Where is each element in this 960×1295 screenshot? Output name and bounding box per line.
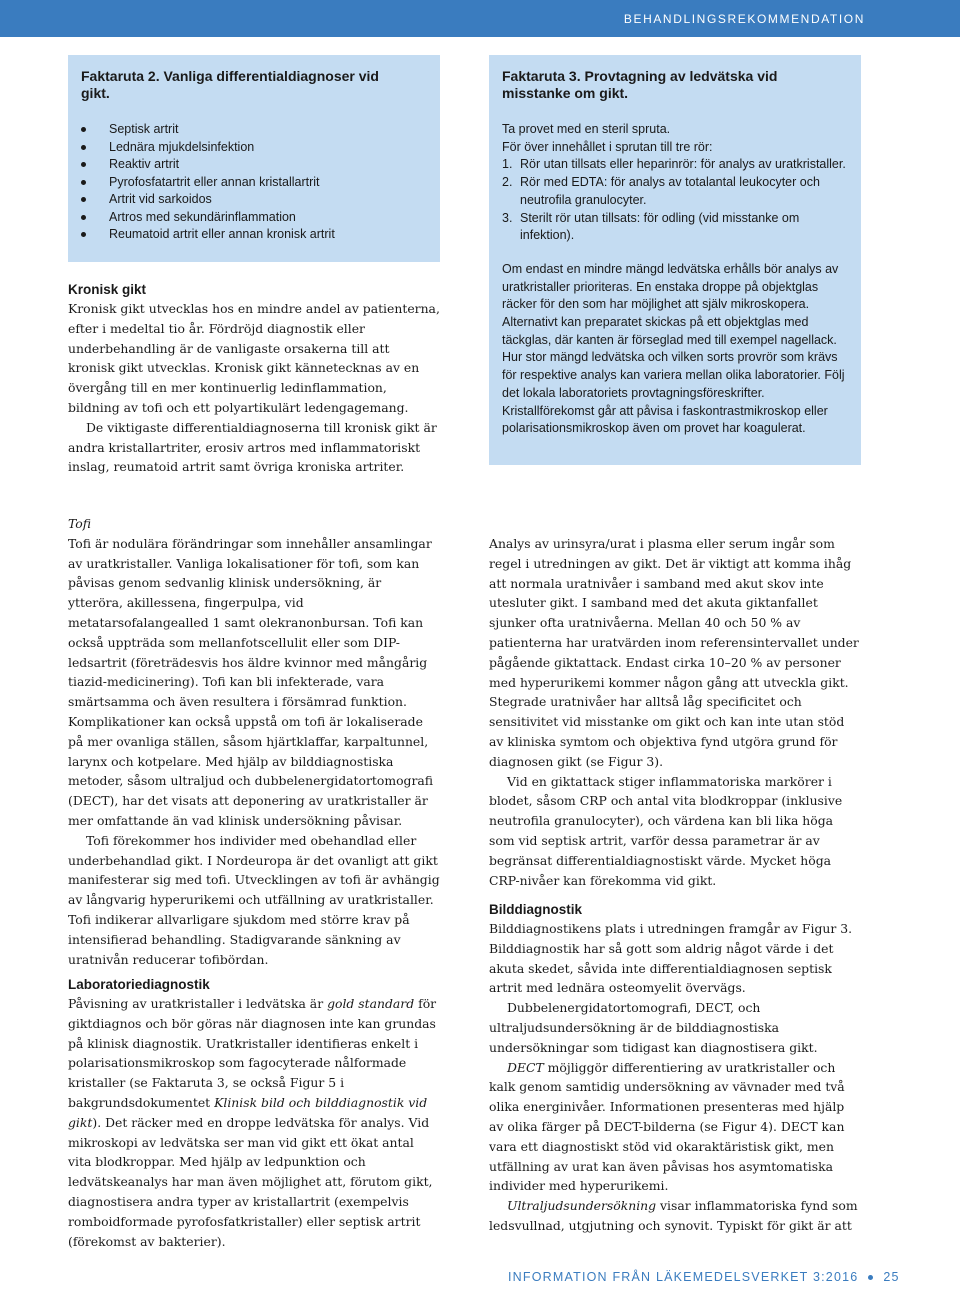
tofi-heading: Tofi [68, 516, 92, 531]
section-label: BEHANDLINGSREKOMMENDATION [623, 12, 865, 26]
list-item: Septisk artrit [81, 121, 431, 139]
page-number: 25 [883, 1270, 900, 1284]
body-paragraph: Kronisk gikt utvecklas hos en mindre andel av patienterna, efter i medeltal tio år. Fördröjd diagnostik eller underbehandling är de vanligaste orsakerna till att kronisk gikt utvecklas. Kronisk gikt kännetecknas av en övergång till en mer kontinuerlig ledinflammation, bildning av tofi och ett polyartikulärt ledengagemang. [68, 301, 440, 415]
faktaruta-3-intro: Ta provet med en steril spruta. [502, 122, 671, 136]
tube-list [502, 156, 852, 245]
body-paragraph: Dubbelenergidatortomografi, DECT, och ultraljudsundersökning är de bilddiagnostiska undersökningar som tidigast kan diagnostisera gikt. [489, 1000, 818, 1055]
list-item: Artrit vid sarkoidos [81, 191, 431, 209]
body-paragraph: Ultraljudsundersökning visar inflammatoriska fynd som ledsvullnad, utgjutning och synovit. Typiskt för gikt är att [489, 1198, 858, 1233]
differential-list [81, 121, 431, 244]
kronisk-gikt-section [68, 280, 440, 477]
body-paragraph: Tofi förekommer hos individer med obehandlad eller underbehandlad gikt. I Nordeuropa är det ovanligt att gikt manifesterar sig med tofi. Utvecklingen av tofi är avhängig av långvarig hyperurikemi och utfällning av uratkristaller. Tofi indikerar allvarligare sjukdom med större krav på intensifierad behandling. Stadigvarande sänkning av uratnivån reducerar tofibördan. [68, 832, 440, 967]
list-item: Artros med sekundärinflammation [81, 209, 431, 227]
faktaruta-3-box [489, 55, 861, 465]
page-footer [508, 1270, 900, 1284]
body-paragraph: Bilddiagnostikens plats i utredningen framgår av Figur 3. Bilddiagnostik har så gott som aldrig något värde i det akuta skedet, såvida inte differentialdiagnosen septisk artrit med lednära osteomyelit övervägs. [489, 921, 853, 996]
list-item: Lednära mjukdelsinfektion [81, 139, 431, 157]
faktaruta-3-body: Om endast en mindre mängd ledvätska erhålls bör analys av uratkristaller prioriteras. En enstaka droppe på objektglas räcker för den som har möjlighet att själv mikroskopera. Alternativt kan preparatet skickas på ett objektglas med täckglas, där kanten är förseglad med till exempel nagellack. Hur stor mängd ledvätska och vilken sorts provrör som krävs för respektive analys kan variera mellan olika laboratorier. Följ det lokala laboratoriets provtagningsföreskrifter. Kristallförekomst går att påvisa i faskontrastmikroskop eller polarisationsmikroskop även om provet har koagulerat. [502, 261, 845, 436]
lab-section [68, 975, 440, 1251]
tofi-section [68, 514, 440, 969]
kronisk-gikt-heading: Kronisk gikt [68, 282, 147, 297]
bilddiagnostik-section [489, 900, 861, 1236]
bilddiagnostik-heading: Bilddiagnostik [489, 902, 583, 917]
body-paragraph: Tofi är nodulära förändringar som innehåller ansamlingar av uratkristaller. Vanliga lokalisationer för tofi, som kan påvisas genom sedvanlig klinisk undersökning, är ytteröra, akillessena, fingerpulpa, vid metatarsofalangealled 1 samt olekranonbursan. Tofi kan också uppträda som mellanfotscellulit eller som DIP-ledsartrit (företrädesvis hos äldre kvinnor med mångårig tiazid-medicinering). Tofi kan bli infekterade, vara smärtsamma och även resultera i försämrad funktion. Komplikationer kan också uppstå om tofi är lokaliserade på mer ovanliga ställen, såsom hjärtklaffar, karpaltunnel, larynx och kotpelare. Med hjälp av bilddiagnostiska metoder, såsom ultraljud och dubbelenergidatortomografi (DECT), har det visats att deponering av uratkristaller är mer omfattande än vad klinisk undersökning påvisar. [68, 535, 434, 828]
body-paragraph: Påvisning av uratkristaller i ledvätska är gold standard för giktdiagnos och bör göras när diagnosen inte kan grundas på klinisk diagnostik. Uratkristaller identifieras enkelt i polarisationsmikroskop som fagocyterade nålformade kristaller (se Faktaruta 3, se också Figur 5 i bakgrundsdokumentet Klinisk bild och bilddiagnostik vid gikt). Det räcker med en droppe ledvätska för analys. Vid mikroskopi av ledvätska ser man vid gikt ett ökat antal vita blodkroppar. Med hjälp av ledpunktion och ledvätskeanalys har man även möjlighet att, förutom gikt, diagnostisera andra typer av kristallartrit (exempelvis romboidformade pyrofosfatkristaller) eller septisk artrit (förekomst av bakterier). [68, 996, 437, 1249]
publication-name: INFORMATION FRÅN LÄKEMEDELSVERKET 3:2016 [508, 1270, 859, 1284]
faktaruta-3-title: Faktaruta 3. Provtagning av ledvätska vid misstanke om gikt. [502, 68, 778, 101]
list-item: 1. Rör utan tillsats eller heparinrör: för analys av uratkristaller. [502, 157, 846, 172]
body-paragraph: Vid en giktattack stiger inflammatoriska markörer i blodet, såsom CRP och antal vita blodkroppar (inklusive neutrofila granulocyter), och värdena kan bli lika höga som vid septisk artrit, varför dessa parametrar är av begränsat differentialdiagnostiskt värde. Mycket höga CRP-nivåer kan förekomma vid gikt. [489, 773, 843, 888]
faktaruta-3-intro: För över innehållet i sprutan till tre rör: [502, 139, 713, 154]
list-item: 3. Sterilt rör utan tillsats: för odling (vid misstanke om infektion). [502, 210, 800, 243]
faktaruta-2-title: Faktaruta 2. Vanliga differentialdiagnoser vid gikt. [81, 68, 379, 101]
bullet-separator-icon [868, 1275, 873, 1280]
list-item: 2. Rör med EDTA: för analys av totalantal leukocyter och neutrofila granulocyter. [502, 175, 820, 207]
urate-analysis-section [489, 534, 861, 890]
list-item: Reumatoid artrit eller annan kronisk artrit [81, 226, 431, 244]
faktaruta-2-box [68, 55, 440, 262]
lab-heading: Laboratoriediagnostik [68, 977, 210, 992]
list-item: Reaktiv artrit [81, 156, 431, 174]
list-item: Pyrofosfatartrit eller annan kristallartrit [81, 174, 431, 192]
body-paragraph: De viktigaste differentialdiagnoserna till kronisk gikt är andra kristallartriter, erosiv artros med inflammatoriskt inslag, reumatoid artrit samt övriga kroniska artriter. [68, 419, 437, 475]
body-paragraph: Analys av urinsyra/urat i plasma eller serum ingår som regel i utredningen av gikt. Det är viktigt att komma ihåg att normala uratnivåer i samband med akut skov inte utesluter gikt. I samband med det akuta giktanfallet sjunker ofta uratnivåerna. Mellan 40 och 50 % av patienterna har uratvärden inom referensintervallet under pågående giktattack. Endast cirka 10–20 % av personer med hyperurikemi kommer någon gång att utveckla gikt. Stegrade uratnivåer har alltså låg specificitet och sensitivitet vid misstanke om gikt och kan inte utan stöd av kliniska symtom och objektiva fynd utgöra grund för diagnosen gikt (se Figur 3). [489, 536, 859, 769]
body-paragraph: DECT möjliggör differentiering av uratkristaller och kalk genom samtidig undersökning av vävnader med två olika energinivåer. Informationen presenteras med hjälp av olika färger på DECT-bilderna (se Figur 4). DECT kan vara ett diagnostiskt stöd vid okaraktäristisk gikt, men utfällning av urat kan även påvisas hos asymtomatiska individer med hyperurikemi. [489, 1059, 845, 1194]
